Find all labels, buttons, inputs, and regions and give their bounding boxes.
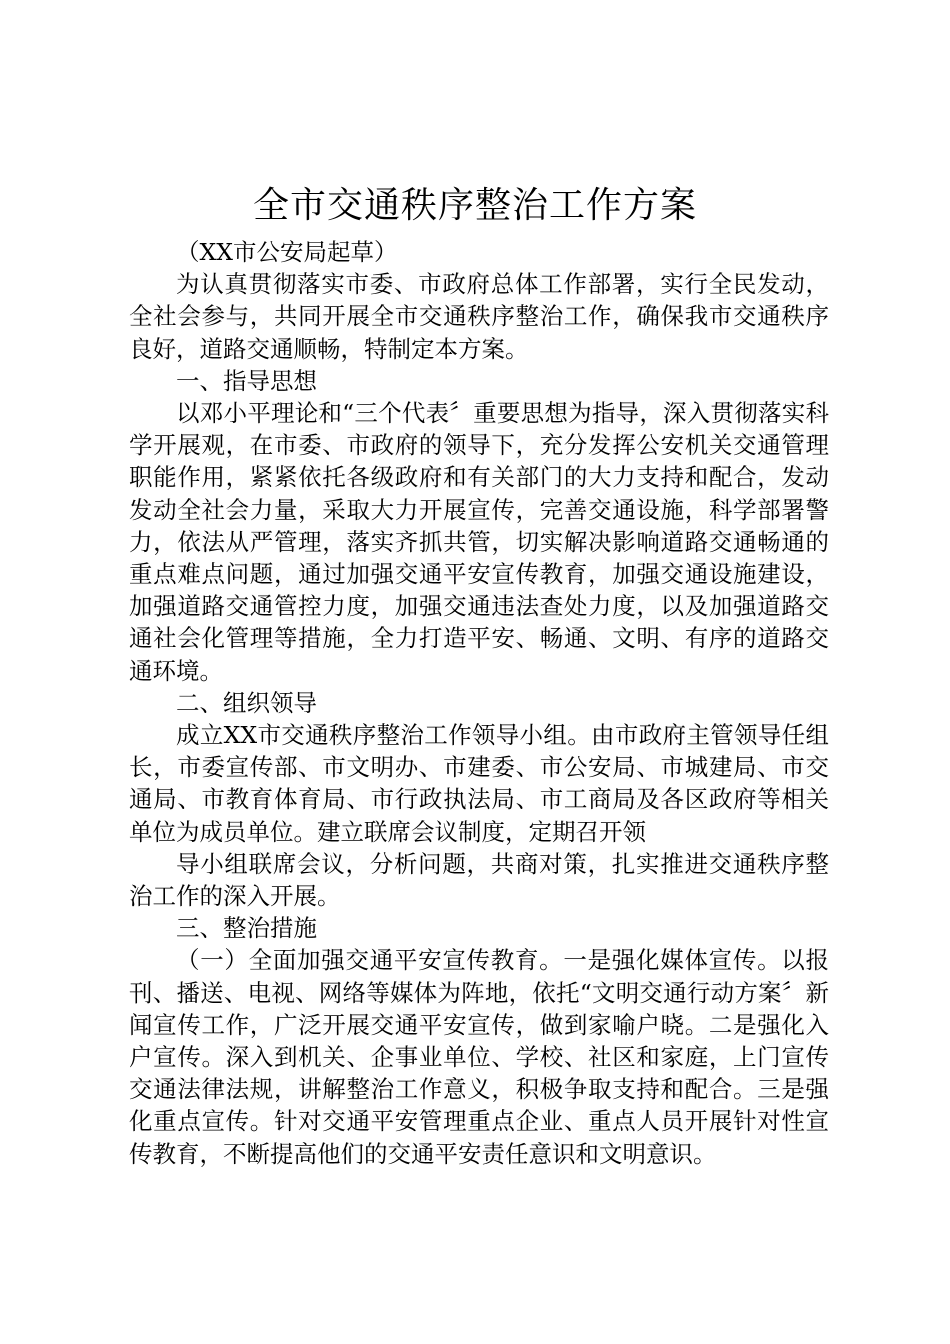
- section-heading-measures: 三、整治措施: [176, 914, 317, 943]
- intro-paragraph: 为认真贯彻落实市委、市政府总体工作部署，实行全民发动，全社会参与，共同开展全市交通秩序整治工作，确保我市交通秩序良好，道路交通顺畅，特制定本方案。: [129, 270, 829, 363]
- organization-paragraph: 成立XX市交通秩序整治工作领导小组。由市政府主管领导任组长，市委宣传部、市文明办、市建委、市公安局、市城建局、市交通局、市教育体育局、市行政执法局、市工商局及各区政府等相关单位为成员单位。建立联席会议制度，定期召开领: [129, 721, 829, 846]
- measures-paragraph-1: （一）全面加强交通平安宣传教育。一是强化媒体宣传。以报刊、播送、电视、网络等媒体为阵地，依托“文明交通行动方案〞新闻宣传工作，广泛开展交通平安宣传，做到家喻户晓。二是强化入户宣传。深入到机关、企事业单位、学校、社区和家庭，上门宣传交通法律法规，讲解整治工作意义，积极争取支持和配合。三是强化重点宣传。针对交通平安管理重点企业、重点人员开展针对性宣传教育，不断提高他们的交通平安责任意识和文明意识。: [129, 946, 829, 1168]
- section-heading-organization: 二、组织领导: [176, 688, 317, 717]
- drafter-note: （XX市公安局起草）: [176, 238, 398, 266]
- organization-paragraph-continued: 导小组联席会议，分析问题，共商对策，扎实推进交通秩序整治工作的深入开展。: [129, 849, 829, 911]
- guiding-ideology-paragraph: 以邓小平理论和“三个代表〞重要思想为指导，深入贯彻落实科学开展观，在市委、市政府的领导下，充分发挥公安机关交通管理职能作用，紧紧依托各级政府和有关部门的大力支持和配合，发动发动全社会力量，采取大力开展宣传，完善交通设施，科学部署警力，依法从严管理，落实齐抓共管，切实解决影响道路交通畅通的重点难点问题，通过加强交通平安宣传教育，加强交通设施建设，加强道路交通管控力度，加强交通违法查处力度，以及加强道路交通社会化管理等措施，全力打造平安、畅通、文明、有序的道路交通环境。: [129, 399, 829, 685]
- document-body: [129, 236, 829, 1170]
- section-heading-guiding-ideology: 一、指导思想: [176, 366, 317, 395]
- document-title: 全市交通秩序整治工作方案: [252, 185, 697, 226]
